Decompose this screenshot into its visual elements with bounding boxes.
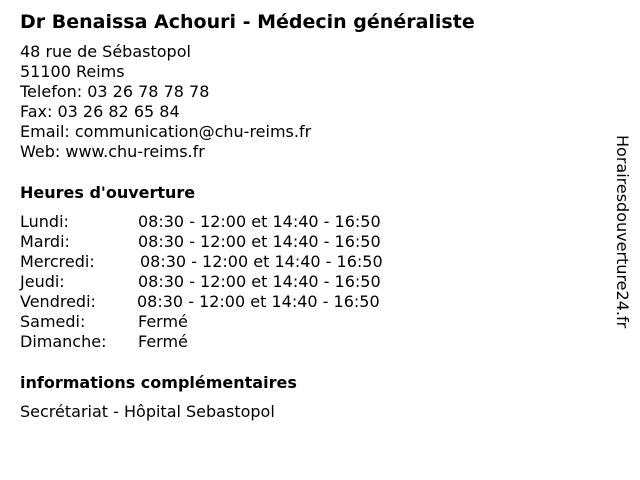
hours-row-friday (20, 292, 610, 312)
email-line: Email: communication@chu-reims.fr (20, 122, 312, 141)
address-city: 51100 Reims (20, 62, 125, 81)
site-watermark: Horairesdouverture24.fr (613, 135, 632, 329)
address-street: 48 rue de Sébastopol (20, 42, 191, 61)
day-label: Jeudi: (20, 272, 65, 291)
time-value: 08:30 - 12:00 et 14:40 - 16:50 (138, 212, 381, 231)
hours-row-saturday (20, 312, 610, 332)
hours-row-tuesday (20, 232, 610, 252)
day-label: Vendredi: (20, 292, 96, 311)
time-value: 08:30 - 12:00 et 14:40 - 16:50 (137, 292, 380, 311)
web-line: Web: www.chu-reims.fr (20, 142, 205, 161)
time-value: 08:30 - 12:00 et 14:40 - 16:50 (138, 272, 381, 291)
day-label: Mercredi: (20, 252, 95, 271)
fax-line: Fax: 03 26 82 65 84 (20, 102, 180, 121)
hours-row-wednesday (20, 252, 610, 272)
time-value: 08:30 - 12:00 et 14:40 - 16:50 (140, 252, 383, 271)
opening-hours-heading: Heures d'ouverture (20, 183, 196, 202)
hours-row-sunday (20, 332, 610, 352)
additional-info-heading: informations complémentaires (20, 373, 297, 392)
contact-block (20, 42, 610, 162)
time-value: 08:30 - 12:00 et 14:40 - 16:50 (138, 232, 381, 251)
page-title: Dr Benaissa Achouri - Médecin généraliste (20, 11, 475, 33)
day-label: Mardi: (20, 232, 70, 251)
time-value: Fermé (138, 312, 188, 331)
hours-row-thursday (20, 272, 610, 292)
opening-hours-table (20, 212, 610, 352)
additional-info-text: Secrétariat - Hôpital Sebastopol (20, 402, 275, 421)
phone-line: Telefon: 03 26 78 78 78 (20, 82, 210, 101)
day-label: Dimanche: (20, 332, 107, 351)
hours-row-monday (20, 212, 610, 232)
doctor-info-card (20, 8, 610, 422)
time-value: Fermé (138, 332, 188, 351)
day-label: Lundi: (20, 212, 69, 231)
day-label: Samedi: (20, 312, 86, 331)
